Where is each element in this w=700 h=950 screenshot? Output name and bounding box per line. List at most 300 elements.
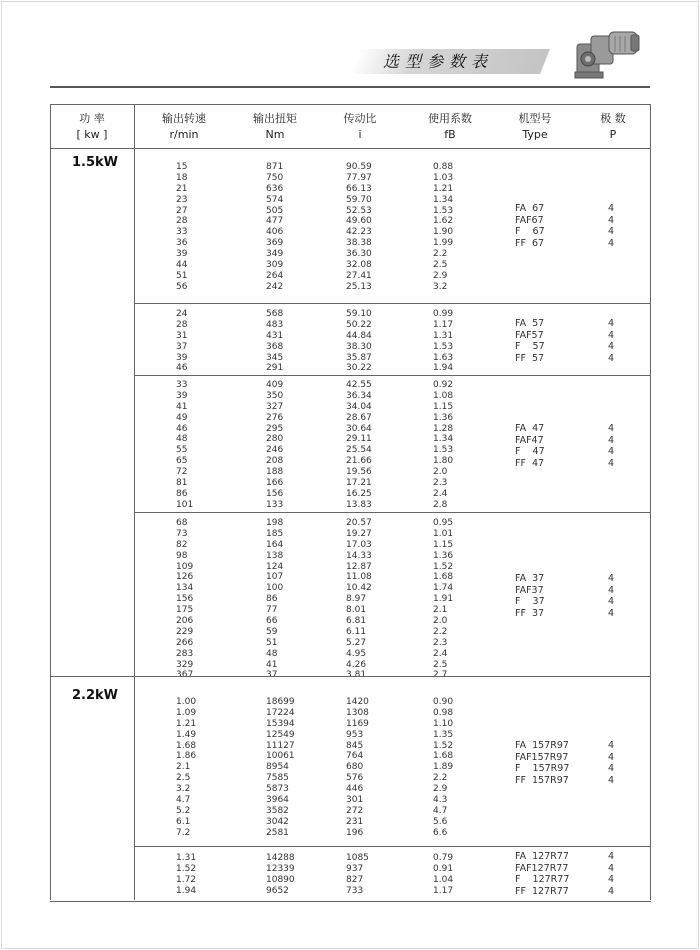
ratio-cell: 52.53: [346, 205, 372, 216]
ratio-cell: 14.33: [346, 550, 372, 561]
speed-cell: 28: [176, 216, 188, 227]
service-factor-column: [433, 697, 453, 839]
service-factor-cell: 2.4: [433, 488, 448, 499]
speed-cell: 1.52: [176, 863, 197, 874]
speed-cell: 39: [176, 390, 188, 401]
ratio-cell: 8.97: [346, 594, 367, 605]
speed-cell: 49: [176, 412, 188, 423]
speed-cell: 51: [176, 270, 188, 281]
speed-cell: 55: [176, 445, 188, 456]
torque-cell: 2581: [266, 827, 289, 838]
service-factor-cell: 1.31: [433, 330, 454, 341]
torque-cell: 86: [266, 594, 278, 605]
service-factor-cell: 0.79: [433, 853, 454, 863]
torque-cell: 246: [266, 445, 284, 456]
poles-cell: 4: [608, 341, 615, 352]
ratio-cell: 1308: [346, 707, 369, 718]
torque-column: [266, 518, 283, 681]
model-cell: FF 127R77: [515, 885, 569, 897]
service-factor-cell: 1.80: [433, 456, 454, 467]
ratio-cell: 34.04: [346, 401, 372, 412]
ratio-cell: 12.87: [346, 561, 372, 572]
torque-cell: 17224: [266, 707, 295, 718]
model-cell: F 37: [515, 596, 545, 607]
service-factor-cell: 2.3: [433, 478, 448, 489]
service-factor-cell: 2.0: [433, 467, 448, 478]
service-factor-cell: 1.21: [433, 183, 454, 194]
model-cell: FAF67: [515, 214, 544, 226]
torque-cell: 264: [266, 270, 284, 281]
torque-cell: 568: [266, 309, 284, 319]
service-factor-cell: 1.15: [433, 539, 454, 550]
speed-cell: 329: [176, 659, 194, 670]
poles-column: [608, 740, 614, 786]
poles-cell: 4: [608, 237, 615, 249]
speed-column: [176, 518, 193, 681]
speed-cell: 68: [176, 518, 188, 528]
service-factor-cell: 2.2: [433, 773, 448, 784]
speed-cell: 39: [176, 249, 188, 260]
speed-cell: 134: [176, 583, 194, 594]
ratio-cell: 576: [346, 773, 364, 784]
speed-cell: 126: [176, 572, 194, 583]
ratio-column: [346, 853, 369, 897]
ratio-cell: 17.03: [346, 539, 372, 550]
service-factor-column: [433, 380, 453, 511]
ratio-cell: 6.11: [346, 626, 367, 637]
ratio-cell: 680: [346, 762, 364, 773]
torque-cell: 483: [266, 319, 284, 330]
model-cell: FA 57: [515, 318, 545, 329]
service-factor-cell: 0.99: [433, 309, 454, 319]
poles-cell: 4: [608, 423, 615, 434]
speed-cell: 1.86: [176, 751, 197, 762]
speed-cell: 266: [176, 637, 194, 648]
ratio-cell: 30.22: [346, 363, 372, 374]
service-factor-cell: 1.99: [433, 238, 454, 249]
model-column: [515, 851, 569, 897]
speed-cell: 18: [176, 172, 188, 183]
group-divider: [134, 846, 651, 847]
service-factor-cell: 2.1: [433, 605, 448, 616]
speed-cell: 206: [176, 616, 194, 627]
torque-column: [266, 697, 295, 839]
ratio-cell: 16.25: [346, 488, 372, 499]
torque-cell: 431: [266, 330, 284, 341]
speed-cell: 1.09: [176, 707, 197, 718]
ratio-cell: 36.34: [346, 390, 372, 401]
ratio-cell: 59.10: [346, 309, 372, 319]
speed-cell: 156: [176, 594, 194, 605]
service-factor-cell: 0.91: [433, 863, 454, 874]
poles-cell: 4: [608, 318, 615, 329]
torque-cell: 5873: [266, 784, 289, 795]
service-factor-cell: 2.2: [433, 626, 448, 637]
speed-cell: 36: [176, 238, 188, 249]
ratio-cell: 42.55: [346, 380, 372, 390]
model-cell: F 47: [515, 446, 545, 457]
service-factor-cell: 0.90: [433, 697, 454, 707]
table-border-left: [50, 104, 51, 900]
torque-cell: 3042: [266, 816, 289, 827]
model-cell: FF 57: [515, 352, 545, 364]
poles-cell: 4: [608, 214, 615, 226]
ratio-cell: 4.26: [346, 659, 367, 670]
gearbox-image: [573, 26, 643, 84]
header-torque: 输出扭矩 Nm: [253, 112, 297, 141]
model-cell: FAF157R97: [515, 751, 569, 763]
speed-cell: 1.72: [176, 874, 197, 885]
ratio-cell: 90.59: [346, 162, 372, 172]
ratio-cell: 733: [346, 885, 364, 896]
speed-cell: 46: [176, 423, 188, 434]
ratio-cell: 827: [346, 874, 364, 885]
speed-cell: 5.2: [176, 805, 191, 816]
service-factor-cell: 1.36: [433, 550, 454, 561]
service-factor-cell: 1.89: [433, 762, 454, 773]
speed-cell: 56: [176, 281, 188, 292]
service-factor-cell: 1.68: [433, 751, 454, 762]
service-factor-cell: 1.74: [433, 583, 454, 594]
service-factor-cell: 2.4: [433, 648, 448, 659]
speed-cell: 1.68: [176, 740, 197, 751]
service-factor-cell: 5.6: [433, 816, 448, 827]
speed-cell: 7.2: [176, 827, 191, 838]
ratio-cell: 66.13: [346, 183, 372, 194]
service-factor-cell: 0.88: [433, 162, 454, 172]
speed-cell: 73: [176, 528, 188, 539]
ratio-cell: 953: [346, 729, 364, 740]
torque-cell: 18699: [266, 697, 295, 707]
poles-cell: 4: [608, 851, 615, 862]
service-factor-cell: 4.7: [433, 805, 448, 816]
torque-cell: 3964: [266, 795, 289, 806]
torque-cell: 138: [266, 550, 284, 561]
ratio-cell: 19.56: [346, 467, 372, 478]
speed-column: [176, 380, 193, 511]
model-cell: FAF57: [515, 329, 544, 341]
speed-cell: 44: [176, 260, 188, 271]
model-cell: F 127R77: [515, 874, 570, 885]
poles-cell: 4: [608, 885, 615, 897]
torque-column: [266, 162, 283, 293]
ratio-cell: 13.83: [346, 499, 372, 510]
speed-cell: 31: [176, 330, 188, 341]
torque-column: [266, 309, 283, 374]
torque-cell: 242: [266, 281, 284, 292]
poles-column: [608, 851, 614, 897]
ratio-cell: 1420: [346, 697, 369, 707]
torque-cell: 166: [266, 478, 284, 489]
speed-cell: 2.5: [176, 773, 191, 784]
service-factor-cell: 1.53: [433, 205, 454, 216]
service-factor-cell: 1.62: [433, 216, 454, 227]
speed-column: [176, 309, 187, 374]
service-factor-cell: 1.53: [433, 445, 454, 456]
speed-cell: 98: [176, 550, 188, 561]
speed-cell: 21: [176, 183, 188, 194]
ratio-cell: 49.60: [346, 216, 372, 227]
torque-cell: 10061: [266, 751, 295, 762]
service-factor-cell: 1.90: [433, 227, 454, 238]
torque-cell: 164: [266, 539, 284, 550]
service-factor-cell: 2.3: [433, 637, 448, 648]
ratio-column: [346, 380, 372, 511]
service-factor-cell: 1.17: [433, 319, 454, 330]
ratio-column: [346, 309, 372, 374]
speed-column: [176, 697, 196, 839]
torque-cell: 133: [266, 499, 284, 510]
service-factor-cell: 1.52: [433, 561, 454, 572]
service-factor-cell: 1.15: [433, 401, 454, 412]
poles-cell: 4: [608, 226, 615, 237]
poles-cell: 4: [608, 751, 615, 763]
model-cell: FAF47: [515, 434, 544, 446]
ratio-cell: 6.81: [346, 616, 367, 627]
poles-cell: 4: [608, 584, 615, 596]
torque-cell: 198: [266, 518, 284, 528]
speed-cell: 86: [176, 488, 188, 499]
ratio-cell: 32.08: [346, 260, 372, 271]
torque-cell: 12339: [266, 863, 295, 874]
model-column: [515, 740, 569, 786]
torque-cell: 12549: [266, 729, 295, 740]
ratio-cell: 25.54: [346, 445, 372, 456]
speed-cell: 229: [176, 626, 194, 637]
ratio-cell: 764: [346, 751, 364, 762]
torque-cell: 66: [266, 616, 278, 627]
speed-cell: 109: [176, 561, 194, 572]
speed-cell: 283: [176, 648, 194, 659]
speed-cell: 24: [176, 309, 188, 319]
torque-cell: 291: [266, 363, 284, 374]
ratio-cell: 5.27: [346, 637, 367, 648]
ratio-cell: 59.70: [346, 194, 372, 205]
poles-column: [608, 203, 614, 249]
poles-cell: 4: [608, 874, 615, 885]
ratio-cell: 28.67: [346, 412, 372, 423]
ratio-cell: 301: [346, 795, 364, 806]
torque-cell: 871: [266, 162, 284, 172]
speed-cell: 72: [176, 467, 188, 478]
ratio-cell: 11.08: [346, 572, 372, 583]
poles-cell: 4: [608, 352, 615, 364]
torque-cell: 185: [266, 528, 284, 539]
torque-cell: 51: [266, 637, 278, 648]
model-cell: FA 67: [515, 203, 545, 214]
service-factor-cell: 1.34: [433, 194, 454, 205]
service-factor-cell: 2.9: [433, 784, 448, 795]
service-factor-cell: 3.2: [433, 281, 448, 292]
ratio-cell: 845: [346, 740, 364, 751]
speed-cell: 175: [176, 605, 194, 616]
torque-cell: 156: [266, 488, 284, 499]
torque-cell: 409: [266, 380, 284, 390]
model-cell: FF 37: [515, 607, 545, 619]
torque-cell: 406: [266, 227, 284, 238]
torque-cell: 7585: [266, 773, 289, 784]
torque-cell: 14288: [266, 853, 295, 863]
ratio-cell: 937: [346, 863, 364, 874]
model-cell: FF 47: [515, 457, 545, 469]
model-cell: FA 37: [515, 573, 545, 584]
speed-column: [176, 162, 187, 293]
torque-column: [266, 853, 295, 897]
service-factor-cell: 0.98: [433, 707, 454, 718]
service-factor-cell: 1.91: [433, 594, 454, 605]
speed-cell: 28: [176, 319, 188, 330]
title-rule: [50, 86, 650, 88]
speed-cell: 65: [176, 456, 188, 467]
service-factor-cell: 1.03: [433, 172, 454, 183]
model-cell: F 67: [515, 226, 545, 237]
ratio-cell: 77.97: [346, 172, 372, 183]
service-factor-cell: 1.28: [433, 423, 454, 434]
torque-cell: 11127: [266, 740, 295, 751]
torque-cell: 309: [266, 260, 284, 271]
torque-column: [266, 380, 283, 511]
poles-column: [608, 423, 614, 469]
group-divider: [134, 512, 651, 513]
torque-cell: 48: [266, 648, 278, 659]
torque-cell: 59: [266, 626, 278, 637]
poles-column: [608, 318, 614, 364]
ratio-cell: 1085: [346, 853, 369, 863]
torque-cell: 295: [266, 423, 284, 434]
model-cell: FA 47: [515, 423, 545, 434]
poles-cell: 4: [608, 763, 615, 774]
ratio-cell: 21.66: [346, 456, 372, 467]
header-poles: 极 数 P: [600, 112, 626, 141]
torque-cell: 10890: [266, 874, 295, 885]
poles-cell: 4: [608, 740, 615, 751]
torque-cell: 77: [266, 605, 278, 616]
ratio-column: [346, 162, 372, 293]
ratio-cell: 17.21: [346, 478, 372, 489]
ratio-cell: 25.13: [346, 281, 372, 292]
speed-cell: 39: [176, 352, 188, 363]
group-divider: [134, 375, 651, 376]
torque-cell: 349: [266, 249, 284, 260]
service-factor-cell: 2.5: [433, 659, 448, 670]
service-factor-column: [433, 309, 453, 374]
ratio-cell: 20.57: [346, 518, 372, 528]
speed-cell: 37: [176, 341, 188, 352]
ratio-cell: 4.95: [346, 648, 367, 659]
torque-cell: 574: [266, 194, 284, 205]
speed-cell: 2.1: [176, 762, 191, 773]
torque-cell: 9652: [266, 885, 289, 896]
ratio-cell: 231: [346, 816, 364, 827]
speed-cell: 4.7: [176, 795, 191, 806]
speed-cell: 46: [176, 363, 188, 374]
service-factor-column: [433, 853, 453, 897]
ratio-cell: 35.87: [346, 352, 372, 363]
group-divider: [134, 303, 651, 304]
torque-cell: 750: [266, 172, 284, 183]
model-column: [515, 203, 545, 249]
header-model: 机型号 Type: [518, 112, 552, 141]
speed-cell: 48: [176, 434, 188, 445]
speed-cell: 1.00: [176, 697, 197, 707]
speed-cell: 1.49: [176, 729, 197, 740]
torque-cell: 276: [266, 412, 284, 423]
ratio-cell: 27.41: [346, 270, 372, 281]
column-divider: [134, 104, 135, 900]
header-service-factor: 使用系数 fB: [428, 112, 472, 141]
ratio-cell: 446: [346, 784, 364, 795]
speed-cell: 27: [176, 205, 188, 216]
poles-column: [608, 573, 614, 619]
power-label: 2.2kW: [72, 688, 119, 703]
torque-cell: 3582: [266, 805, 289, 816]
service-factor-cell: 1.53: [433, 341, 454, 352]
ratio-cell: 19.27: [346, 528, 372, 539]
service-factor-cell: 1.34: [433, 434, 454, 445]
service-factor-cell: 1.63: [433, 352, 454, 363]
speed-cell: 3.2: [176, 784, 191, 795]
poles-cell: 4: [608, 434, 615, 446]
service-factor-cell: 1.10: [433, 718, 454, 729]
ratio-cell: 1169: [346, 718, 369, 729]
model-cell: F 57: [515, 341, 545, 352]
model-cell: F 157R97: [515, 763, 570, 774]
model-cell: FA 127R77: [515, 851, 569, 862]
torque-cell: 345: [266, 352, 284, 363]
poles-cell: 4: [608, 457, 615, 469]
speed-cell: 6.1: [176, 816, 191, 827]
service-factor-cell: 0.92: [433, 380, 454, 390]
header-ratio: 传动比 i: [343, 112, 377, 141]
service-factor-cell: 1.08: [433, 390, 454, 401]
speed-cell: 33: [176, 227, 188, 238]
ratio-cell: 38.38: [346, 238, 372, 249]
speed-cell: 81: [176, 478, 188, 489]
service-factor-cell: 1.35: [433, 729, 454, 740]
speed-cell: 15: [176, 162, 188, 172]
power-label: 1.5kW: [72, 155, 119, 170]
service-factor-cell: 2.2: [433, 249, 448, 260]
poles-cell: 4: [608, 774, 615, 786]
model-cell: FF 67: [515, 237, 545, 249]
service-factor-cell: 2.5: [433, 260, 448, 271]
speed-cell: 1.31: [176, 853, 197, 863]
header-speed: 输出转速 r/min: [162, 112, 206, 141]
service-factor-column: [433, 162, 453, 293]
torque-cell: 350: [266, 390, 284, 401]
service-factor-cell: 1.36: [433, 412, 454, 423]
torque-cell: 368: [266, 341, 284, 352]
ratio-cell: 10.42: [346, 583, 372, 594]
model-column: [515, 423, 545, 469]
service-factor-cell: 1.04: [433, 874, 454, 885]
torque-cell: 505: [266, 205, 284, 216]
torque-cell: 369: [266, 238, 284, 249]
ratio-cell: 29.11: [346, 434, 372, 445]
service-factor-cell: 4.3: [433, 795, 448, 806]
header-power: 功 率 [ kw ]: [76, 112, 108, 141]
ratio-cell: 42.23: [346, 227, 372, 238]
torque-cell: 15394: [266, 718, 295, 729]
table-border-right: [650, 104, 651, 900]
model-cell: FF 157R97: [515, 774, 569, 786]
poles-cell: 4: [608, 607, 615, 619]
torque-cell: 636: [266, 183, 284, 194]
service-factor-cell: 1.17: [433, 885, 454, 896]
ratio-cell: 272: [346, 805, 364, 816]
ratio-cell: 8.01: [346, 605, 367, 616]
model-cell: FAF127R77: [515, 862, 569, 874]
